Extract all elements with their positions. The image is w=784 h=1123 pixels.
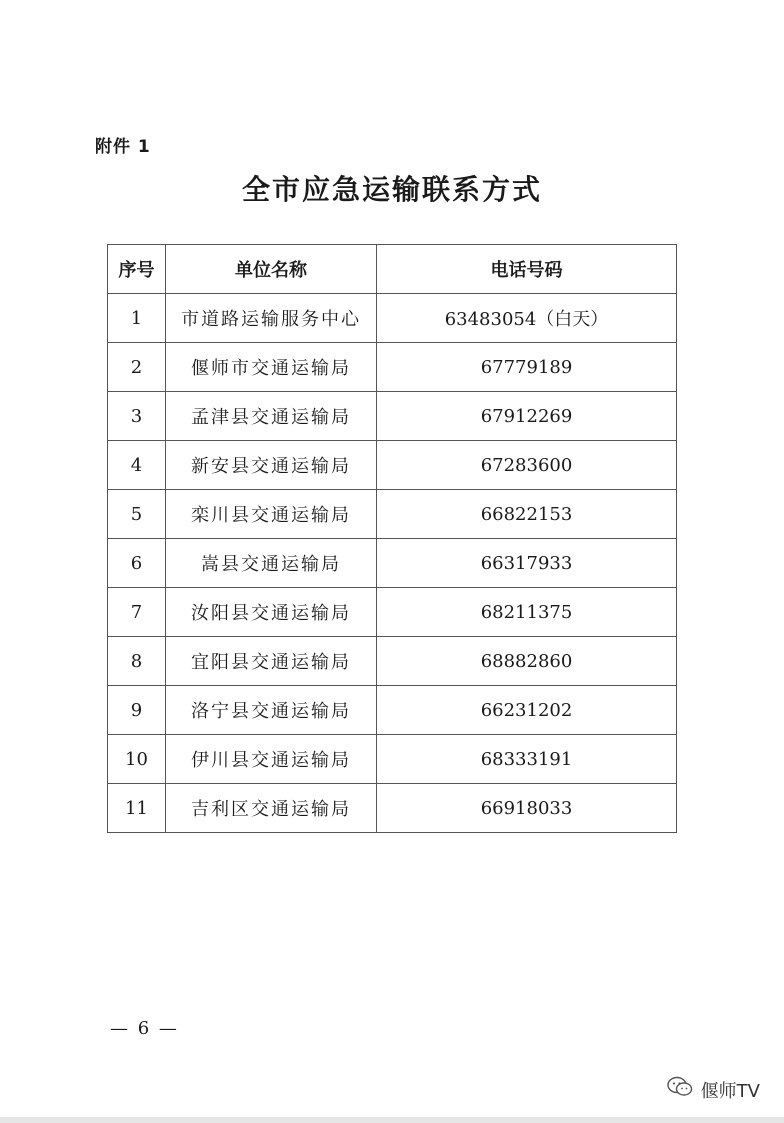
document-title: 全市应急运输联系方式 <box>241 173 542 206</box>
cell-index: 5 <box>108 490 166 539</box>
cell-unit: 嵩县交通运输局 <box>166 539 377 588</box>
table-row <box>108 588 677 637</box>
cell-phone: 67779189 <box>377 343 677 392</box>
table-row <box>108 686 677 735</box>
cell-index: 9 <box>108 686 166 735</box>
watermark-text: 偃师TV <box>700 1080 760 1102</box>
cell-index: 1 <box>108 294 166 343</box>
table-row <box>108 441 677 490</box>
cell-unit: 宜阳县交通运输局 <box>166 637 377 686</box>
cell-index: 4 <box>108 441 166 490</box>
cell-phone: 67283600 <box>377 441 677 490</box>
table-row <box>108 637 677 686</box>
cell-unit: 汝阳县交通运输局 <box>166 588 377 637</box>
cell-index: 8 <box>108 637 166 686</box>
table-row <box>108 539 677 588</box>
cell-phone: 66918033 <box>377 784 677 833</box>
table-row <box>108 735 677 784</box>
table-row <box>108 343 677 392</box>
cell-phone: 68211375 <box>377 588 677 637</box>
page-number: — 6 — <box>110 1018 179 1039</box>
cell-phone: 63483054（白天） <box>377 294 677 343</box>
cell-index: 10 <box>108 735 166 784</box>
table-body <box>108 294 677 833</box>
cell-phone: 68333191 <box>377 735 677 784</box>
cell-unit: 市道路运输服务中心 <box>166 294 377 343</box>
header-index: 序号 <box>108 245 166 294</box>
cell-index: 2 <box>108 343 166 392</box>
cell-phone: 67912269 <box>377 392 677 441</box>
table-header-row <box>108 245 677 294</box>
cell-index: 7 <box>108 588 166 637</box>
cell-phone: 68882860 <box>377 637 677 686</box>
header-unit: 单位名称 <box>166 245 377 294</box>
header-phone: 电话号码 <box>377 245 677 294</box>
table-row <box>108 294 677 343</box>
watermark <box>667 1076 760 1103</box>
cell-phone: 66231202 <box>377 686 677 735</box>
cell-unit: 新安县交通运输局 <box>166 441 377 490</box>
cell-unit: 栾川县交通运输局 <box>166 490 377 539</box>
table-row <box>108 490 677 539</box>
cell-unit: 孟津县交通运输局 <box>166 392 377 441</box>
cell-unit: 洛宁县交通运输局 <box>166 686 377 735</box>
cell-unit: 吉利区交通运输局 <box>166 784 377 833</box>
table-row <box>108 392 677 441</box>
cell-index: 6 <box>108 539 166 588</box>
cell-phone: 66317933 <box>377 539 677 588</box>
cell-unit: 偃师市交通运输局 <box>166 343 377 392</box>
bottom-bar <box>0 1117 784 1123</box>
wechat-icon <box>667 1076 693 1103</box>
cell-index: 11 <box>108 784 166 833</box>
contact-table <box>107 244 677 833</box>
table-row <box>108 784 677 833</box>
cell-index: 3 <box>108 392 166 441</box>
attachment-label: 附件 1 <box>95 137 151 157</box>
cell-phone: 66822153 <box>377 490 677 539</box>
cell-unit: 伊川县交通运输局 <box>166 735 377 784</box>
